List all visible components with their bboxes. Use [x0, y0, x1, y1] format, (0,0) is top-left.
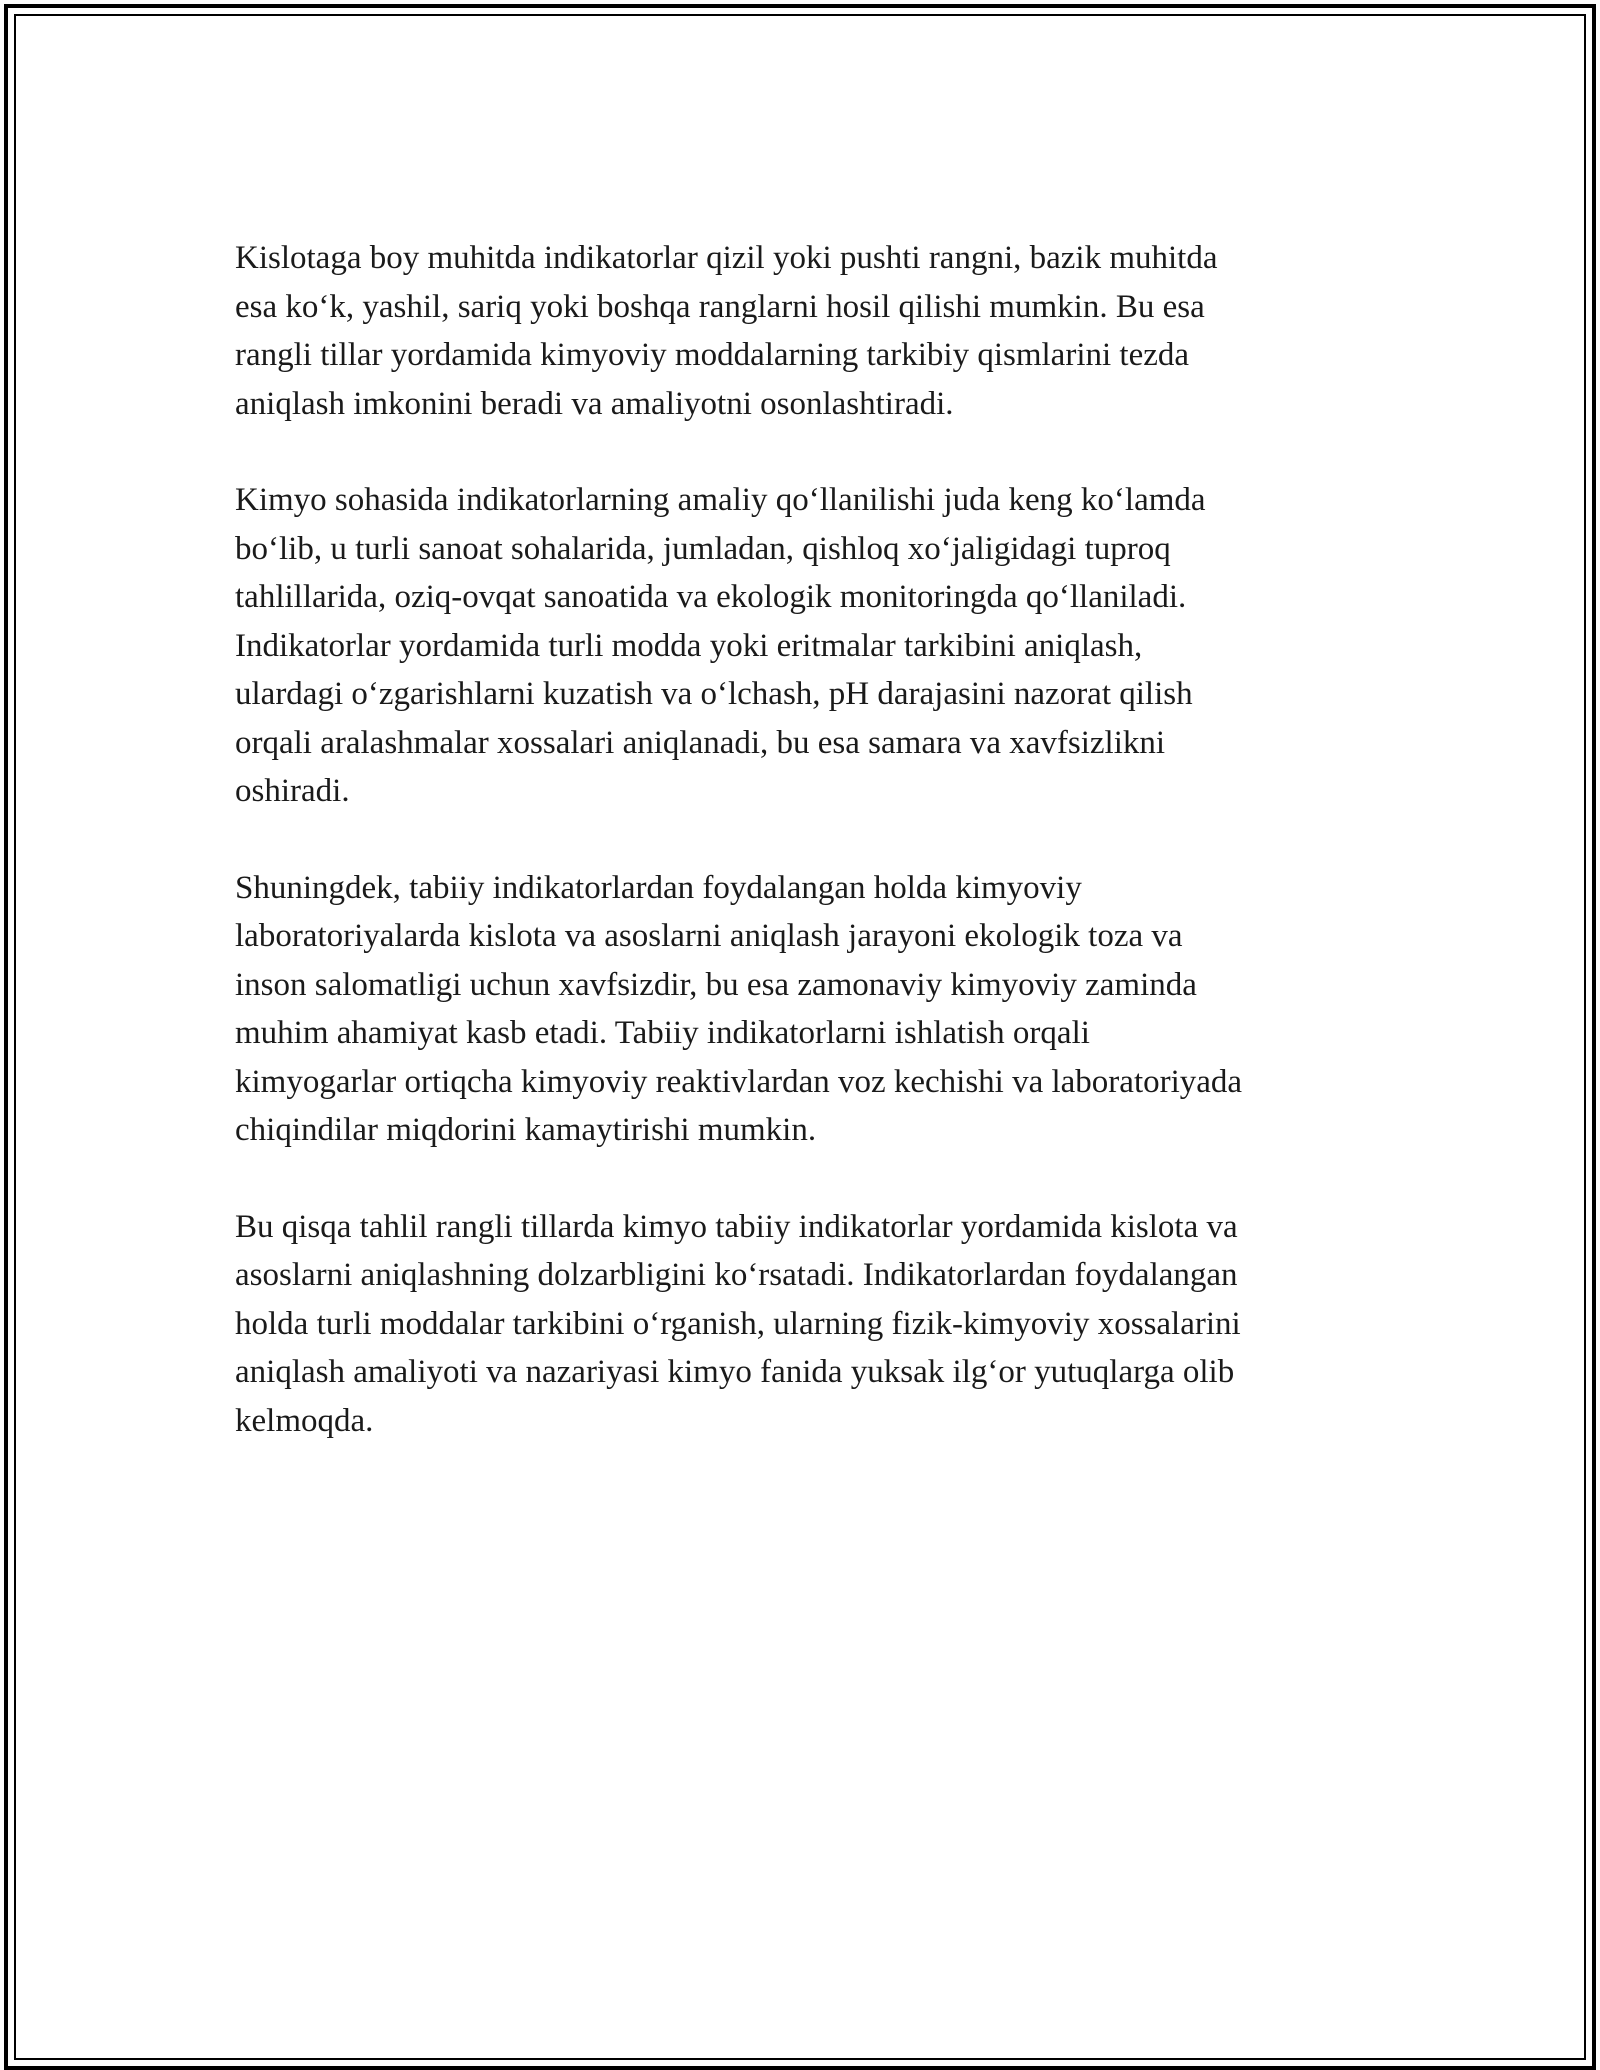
paragraph-1: Kislotaga boy muhitda indikatorlar qizil yoki pushti rangni, bazik muhitda esa ko‘k, yashil, sariq yoki boshqa ranglarni hosil qilishi mumkin. Bu esa rangli tillar yordamida kimyoviy moddalarning tarkibiy qismlarini tezda aniqlash imkonini beradi va amaliyotni osonlashtiradi. [235, 240, 1218, 422]
paragraph-2: Kimyo sohasida indikatorlarning amaliy qo‘llanilishi juda keng ko‘lamda bo‘lib, u turli sanoat sohalarida, jumladan, qishloq xo‘jaligidagi tuproq tahlillarida, oziq-ovqat sanoatida va ekologik monitoringda qo‘llaniladi. Indikatorlar yordamida turli modda yoki eritmalar tarkibini aniqlash, ulardagi o‘zgarishlarni kuzatish va o‘lchash, pH darajasini nazorat qilish orqali aralashmalar xossalari aniqlanadi, bu esa samara va xavfsizlikni oshiradi. [235, 482, 1206, 809]
paragraph-3: Shuningdek, tabiiy indikatorlardan foydalangan holda kimyoviy laboratoriyalarda kislota va asoslarni aniqlash jarayoni ekologik toza va inson salomatligi uchun xavfsizdir, bu esa zamonaviy kimyoviy zaminda muhim ahamiyat kasb etadi. Tabiiy indikatorlarni ishlatish orqali kimyogarlar ortiqcha kimyoviy reaktivlardan voz kechishi va laboratoriyada chiqindilar miqdorini kamaytirishi mumkin. [235, 869, 1243, 1148]
paragraph-4: Bu qisqa tahlil rangli tillarda kimyo tabiiy indikatorlar yordamida kislota va asoslarni aniqlashning dolzarbligini ko‘rsatadi. Indikatorlardan foydalangan holda turli moddalar tarkibini o‘rganish, ularning fizik-kimyoviy xossalarini aniqlash amaliyoti va nazariyasi kimyo fanida yuksak ilg‘or yutuqlarga olib kelmoqda. [235, 1208, 1241, 1439]
document-body [235, 234, 1375, 1493]
